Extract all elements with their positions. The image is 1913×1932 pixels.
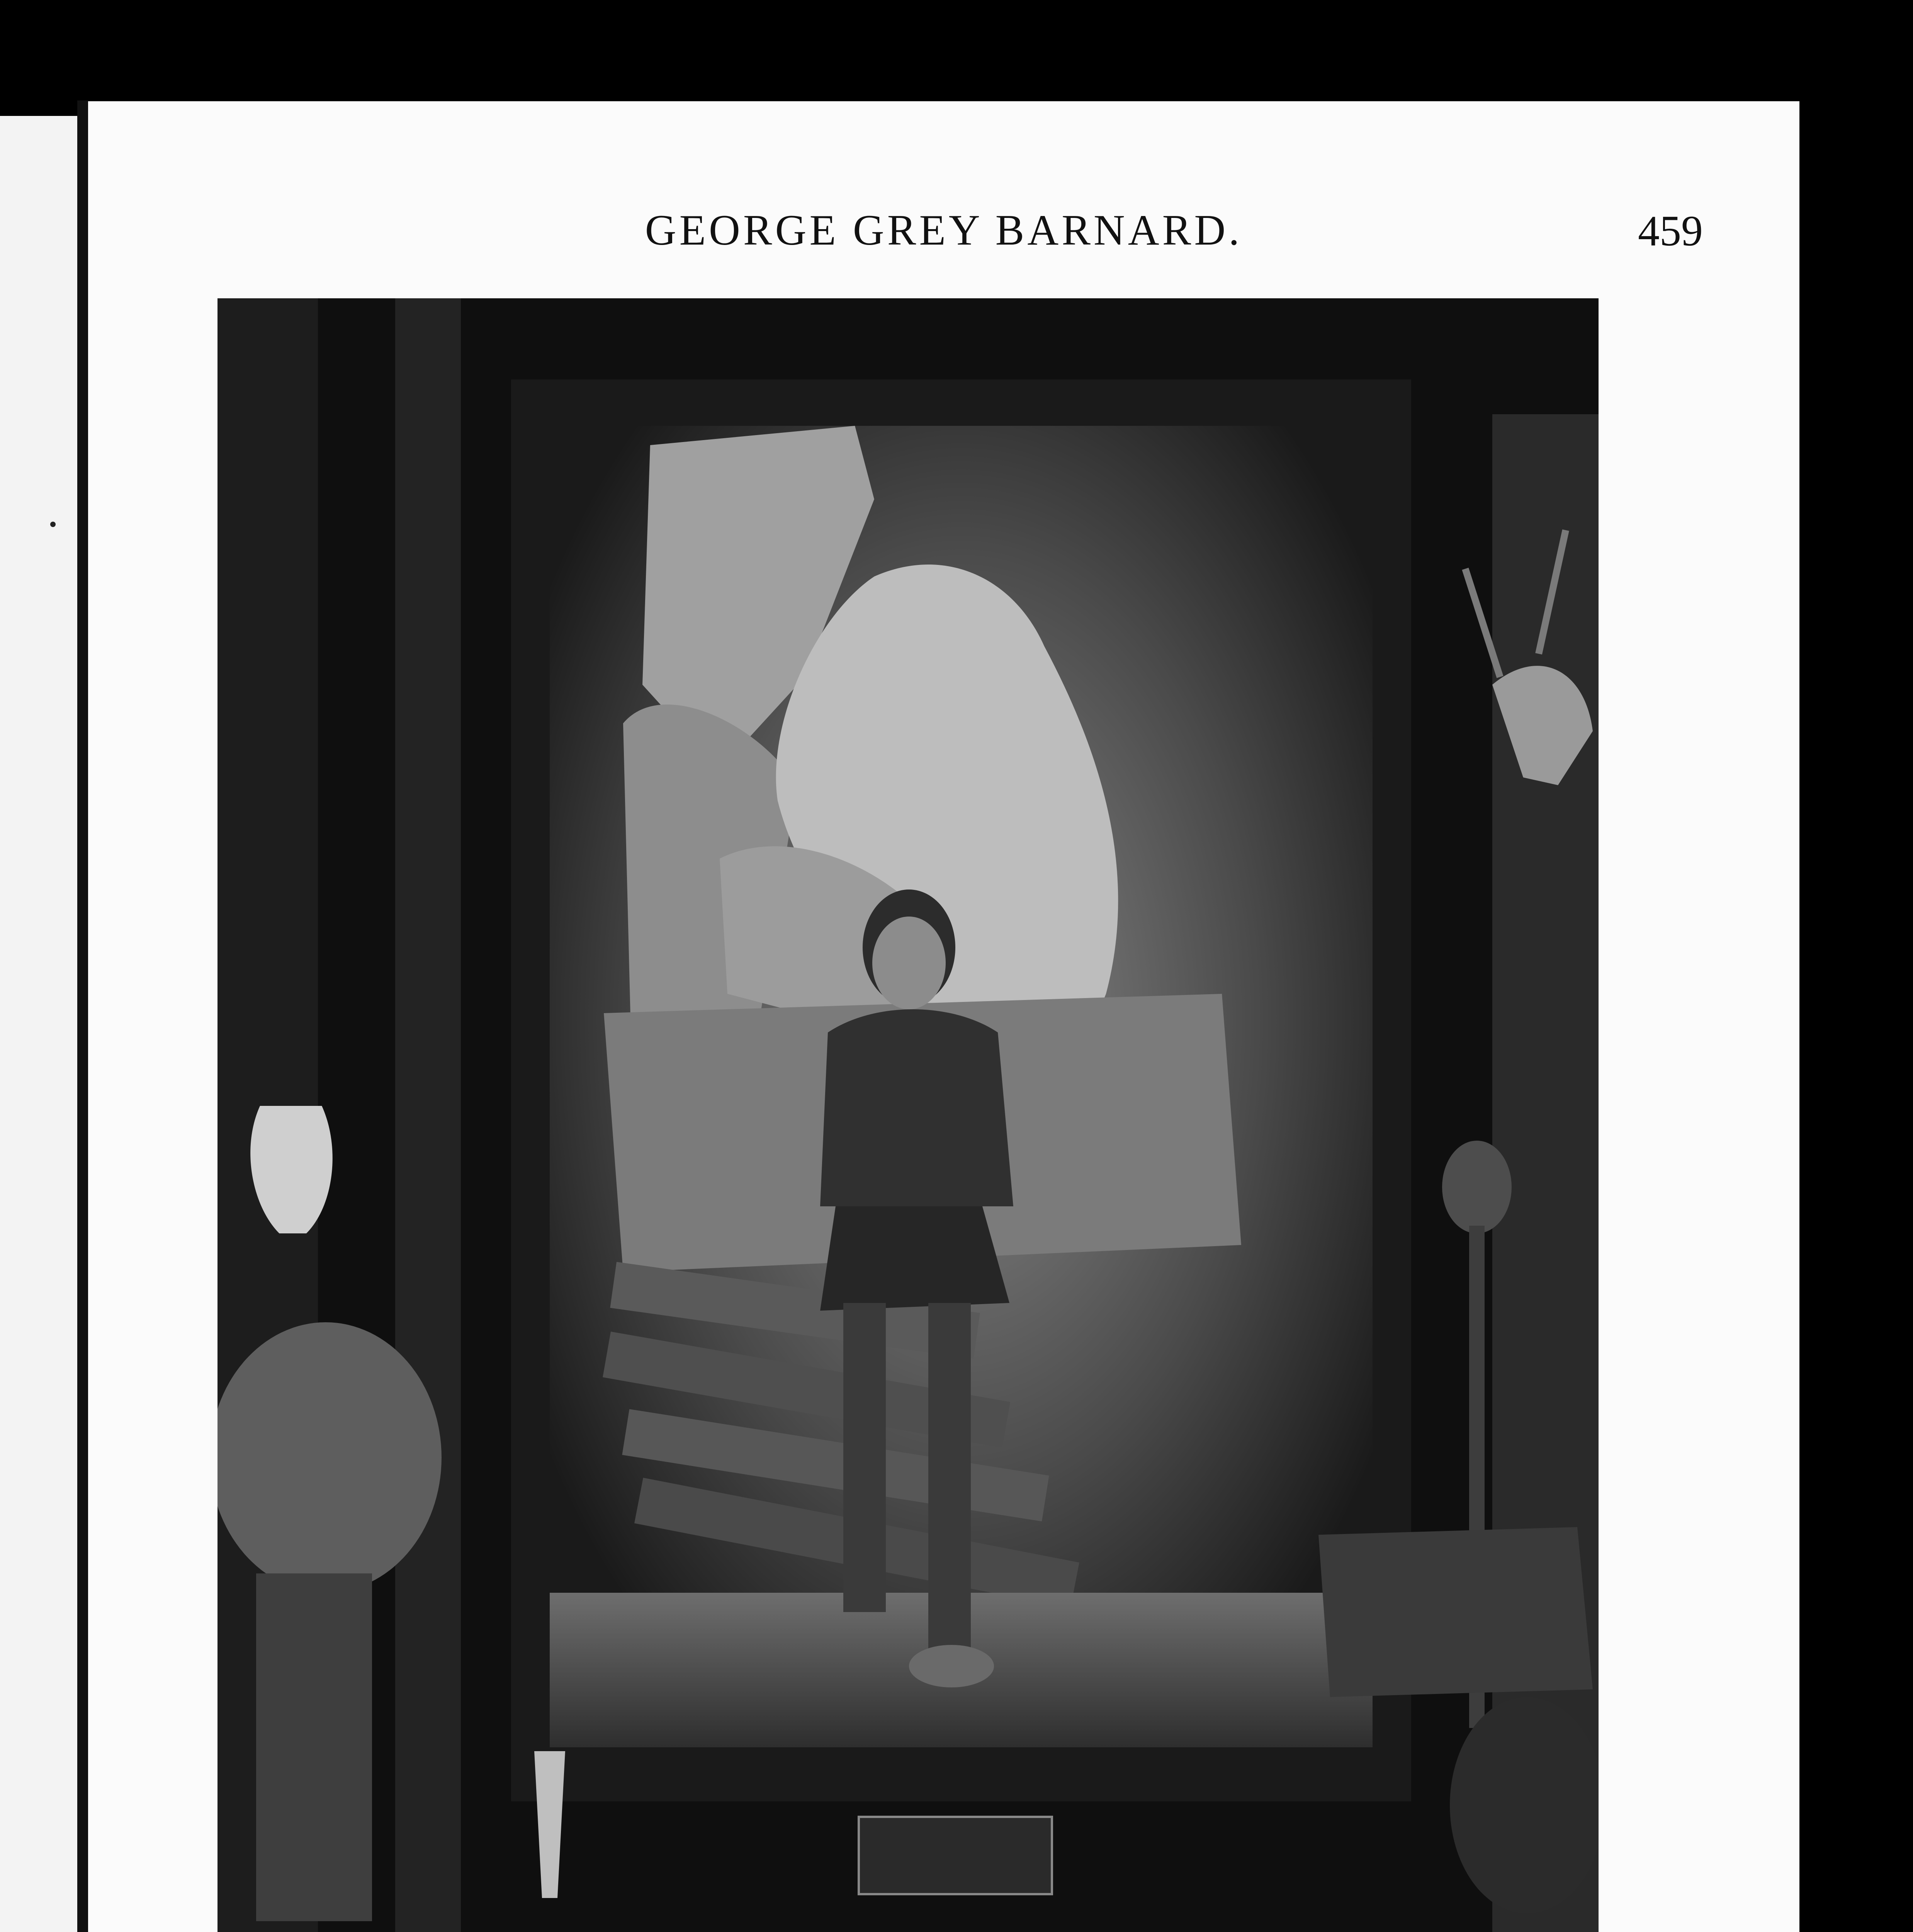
page-number: 459 [1638, 207, 1703, 255]
adjacent-page-edge [0, 116, 77, 1932]
portrait-photograph [217, 298, 1599, 1932]
margin-mark [50, 522, 56, 527]
book-gutter [77, 100, 88, 1932]
running-head-title: GEORGE GREY BARNARD. [645, 206, 1243, 254]
magazine-page [88, 101, 1799, 1932]
portrait-illustration [217, 298, 1599, 1932]
